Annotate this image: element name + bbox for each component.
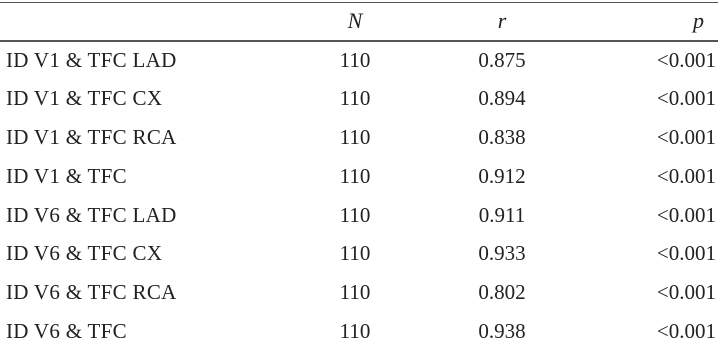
- table-row: [0, 79, 718, 118]
- row-r: 0.894: [478, 86, 526, 111]
- table-row: [0, 41, 718, 80]
- row-label: ID V1 & TFC CX: [6, 86, 163, 111]
- row-p: <0.001: [656, 86, 716, 111]
- table-row: [0, 118, 718, 157]
- table-row: [0, 273, 718, 312]
- row-label: ID V6 & TFC RCA: [6, 280, 177, 305]
- row-label: ID V1 & TFC: [6, 163, 127, 188]
- row-n: 110: [339, 318, 371, 343]
- row-p: <0.001: [656, 241, 716, 266]
- correlation-table: [0, 2, 718, 351]
- table-row: [0, 157, 718, 196]
- row-label: ID V1 & TFC RCA: [6, 124, 177, 149]
- table-row: [0, 196, 718, 235]
- table-row: [0, 312, 718, 351]
- row-n: 110: [339, 202, 371, 227]
- header-n: N: [300, 3, 410, 41]
- row-label: ID V6 & TFC: [6, 318, 127, 343]
- row-n: 110: [339, 280, 371, 305]
- table-row: [0, 234, 718, 273]
- row-r: 0.938: [478, 318, 526, 343]
- row-p: <0.001: [656, 163, 716, 188]
- row-label: ID V1 & TFC LAD: [6, 47, 177, 72]
- row-n: 110: [339, 86, 371, 111]
- row-r: 0.933: [478, 241, 526, 266]
- header-p: p: [594, 3, 718, 41]
- row-label: ID V6 & TFC LAD: [6, 202, 177, 227]
- row-r: 0.911: [478, 202, 526, 227]
- row-r: 0.912: [478, 163, 526, 188]
- table-body: [0, 41, 718, 351]
- row-n: 110: [339, 241, 371, 266]
- header-label: [0, 3, 300, 41]
- row-r: 0.802: [478, 280, 526, 305]
- row-n: 110: [339, 163, 371, 188]
- table-header: [0, 3, 718, 41]
- row-p: <0.001: [656, 202, 716, 227]
- row-n: 110: [339, 124, 371, 149]
- row-r: 0.875: [478, 47, 526, 72]
- header-r: r: [410, 3, 594, 41]
- row-r: 0.838: [478, 124, 526, 149]
- row-p: <0.001: [656, 47, 716, 72]
- row-p: <0.001: [656, 318, 716, 343]
- header-row: [0, 3, 718, 41]
- row-label: ID V6 & TFC CX: [6, 241, 163, 266]
- row-p: <0.001: [656, 280, 716, 305]
- row-p: <0.001: [656, 124, 716, 149]
- row-n: 110: [339, 47, 371, 72]
